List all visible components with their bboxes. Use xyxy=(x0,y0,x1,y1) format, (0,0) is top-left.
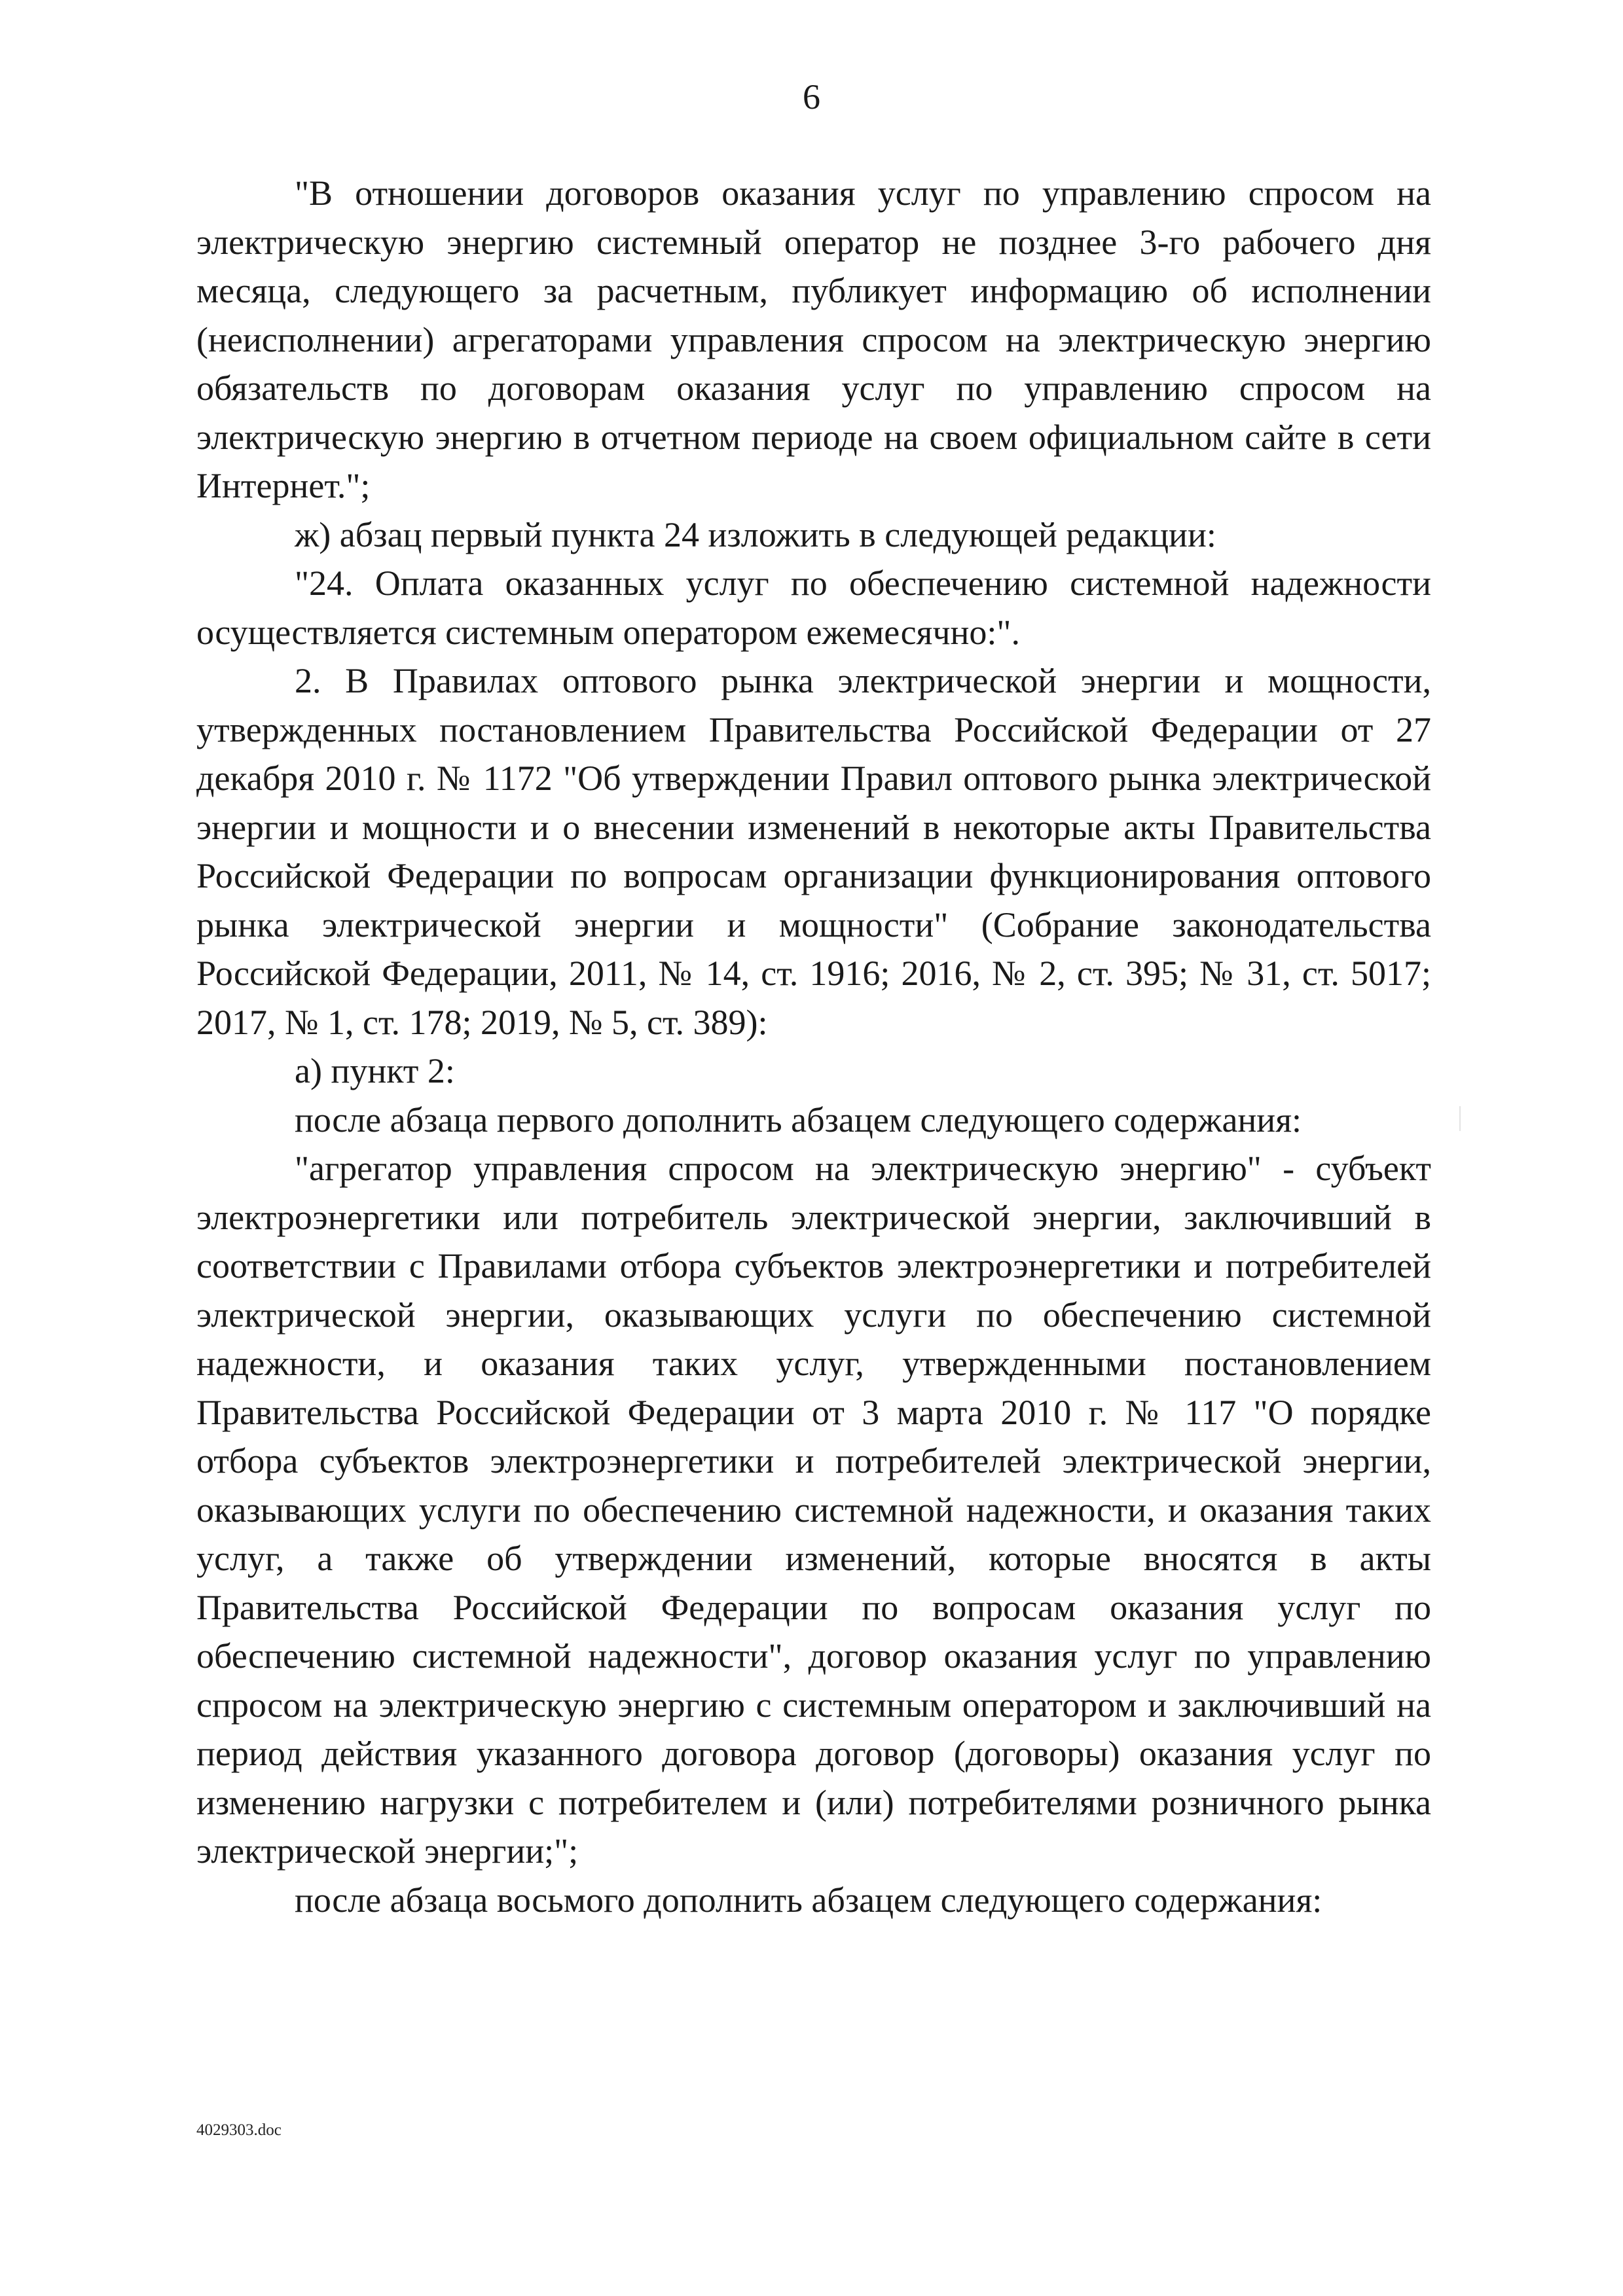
document-body xyxy=(196,169,1431,1924)
scan-artifact xyxy=(1459,1106,1461,1131)
paragraph-item-24: "24. Оплата оказанных услуг по обеспечению системной надежности осуществляется системным оператором ежемесячно:". xyxy=(196,564,1431,652)
paragraph-item-zh: ж) абзац первый пункта 24 изложить в следующей редакции: xyxy=(295,514,1216,554)
paragraph-item-a: а) пункт 2: xyxy=(295,1051,455,1090)
paragraph-system-operator-publication: "В отношении договоров оказания услуг по управлению спросом на электрическую энергию системный оператор не позднее 3-го рабочего дня месяца, следующего за расчетным, публикует информацию об исполнении (неисполнении) агрегаторами управления спросом на электрическую энергию обязательств по договорам оказания услуг по управлению спросом на электрическую энергию в отчетном периоде на своем официальном сайте в сети Интернет."; xyxy=(196,173,1431,505)
document-file-code: 4029303.doc xyxy=(196,2121,282,2139)
paragraph-after-eighth-abzac: после абзаца восьмого дополнить абзацем следующего содержания: xyxy=(295,1880,1322,1920)
paragraph-section-2-wholesale-rules: 2. В Правилах оптового рынка электрической энергии и мощности, утвержденных постановлением Правительства Российской Федерации от 27 декабря 2010 г. № 1172 "Об утверждении Правил оптового рынка электрической энергии и мощности и о внесении изменений в некоторые акты Правительства Российской Федерации по вопросам организации функционирования оптового рынка электрической энергии и мощности" (Собрание законодательства Российской Федерации, 2011, № 14, ст. 1916; 2016, № 2, ст. 395; № 31, ст. 5017; 2017, № 1, ст. 178; 2019, № 5, ст. 389): xyxy=(196,661,1431,1042)
paragraph-aggregator-definition: "агрегатор управления спросом на электрическую энергию" - субъект электроэнергетики или потребитель электрической энергии, заключивший в соответствии с Правилами отбора субъектов электроэнергетики и потребителей электрической энергии, оказывающих услуги по обеспечению системной надежности, и оказания таких услуг, утвержденными постановлением Правительства Российской Федерации от 3 марта 2010 г. № 117 "О порядке отбора субъектов электроэнергетики и потребителей электрической энергии, оказывающих услуги по обеспечению системной надежности, и оказания таких услуг, а также об утверждении изменений, которые вносятся в акты Правительства Российской Федерации по вопросам оказания услуг по обеспечению системной надежности", договор оказания услуг по управлению спросом на электрическую энергию с системным оператором и заключивший на период действия указанного договора договор (договоры) оказания услуг по изменению нагрузки с потребителем и (или) потребителями розничного рынка электрической энергии;"; xyxy=(196,1149,1431,1871)
paragraph-after-first-abzac: после абзаца первого дополнить абзацем следующего содержания: xyxy=(295,1100,1302,1139)
page-number: 6 xyxy=(803,77,820,117)
